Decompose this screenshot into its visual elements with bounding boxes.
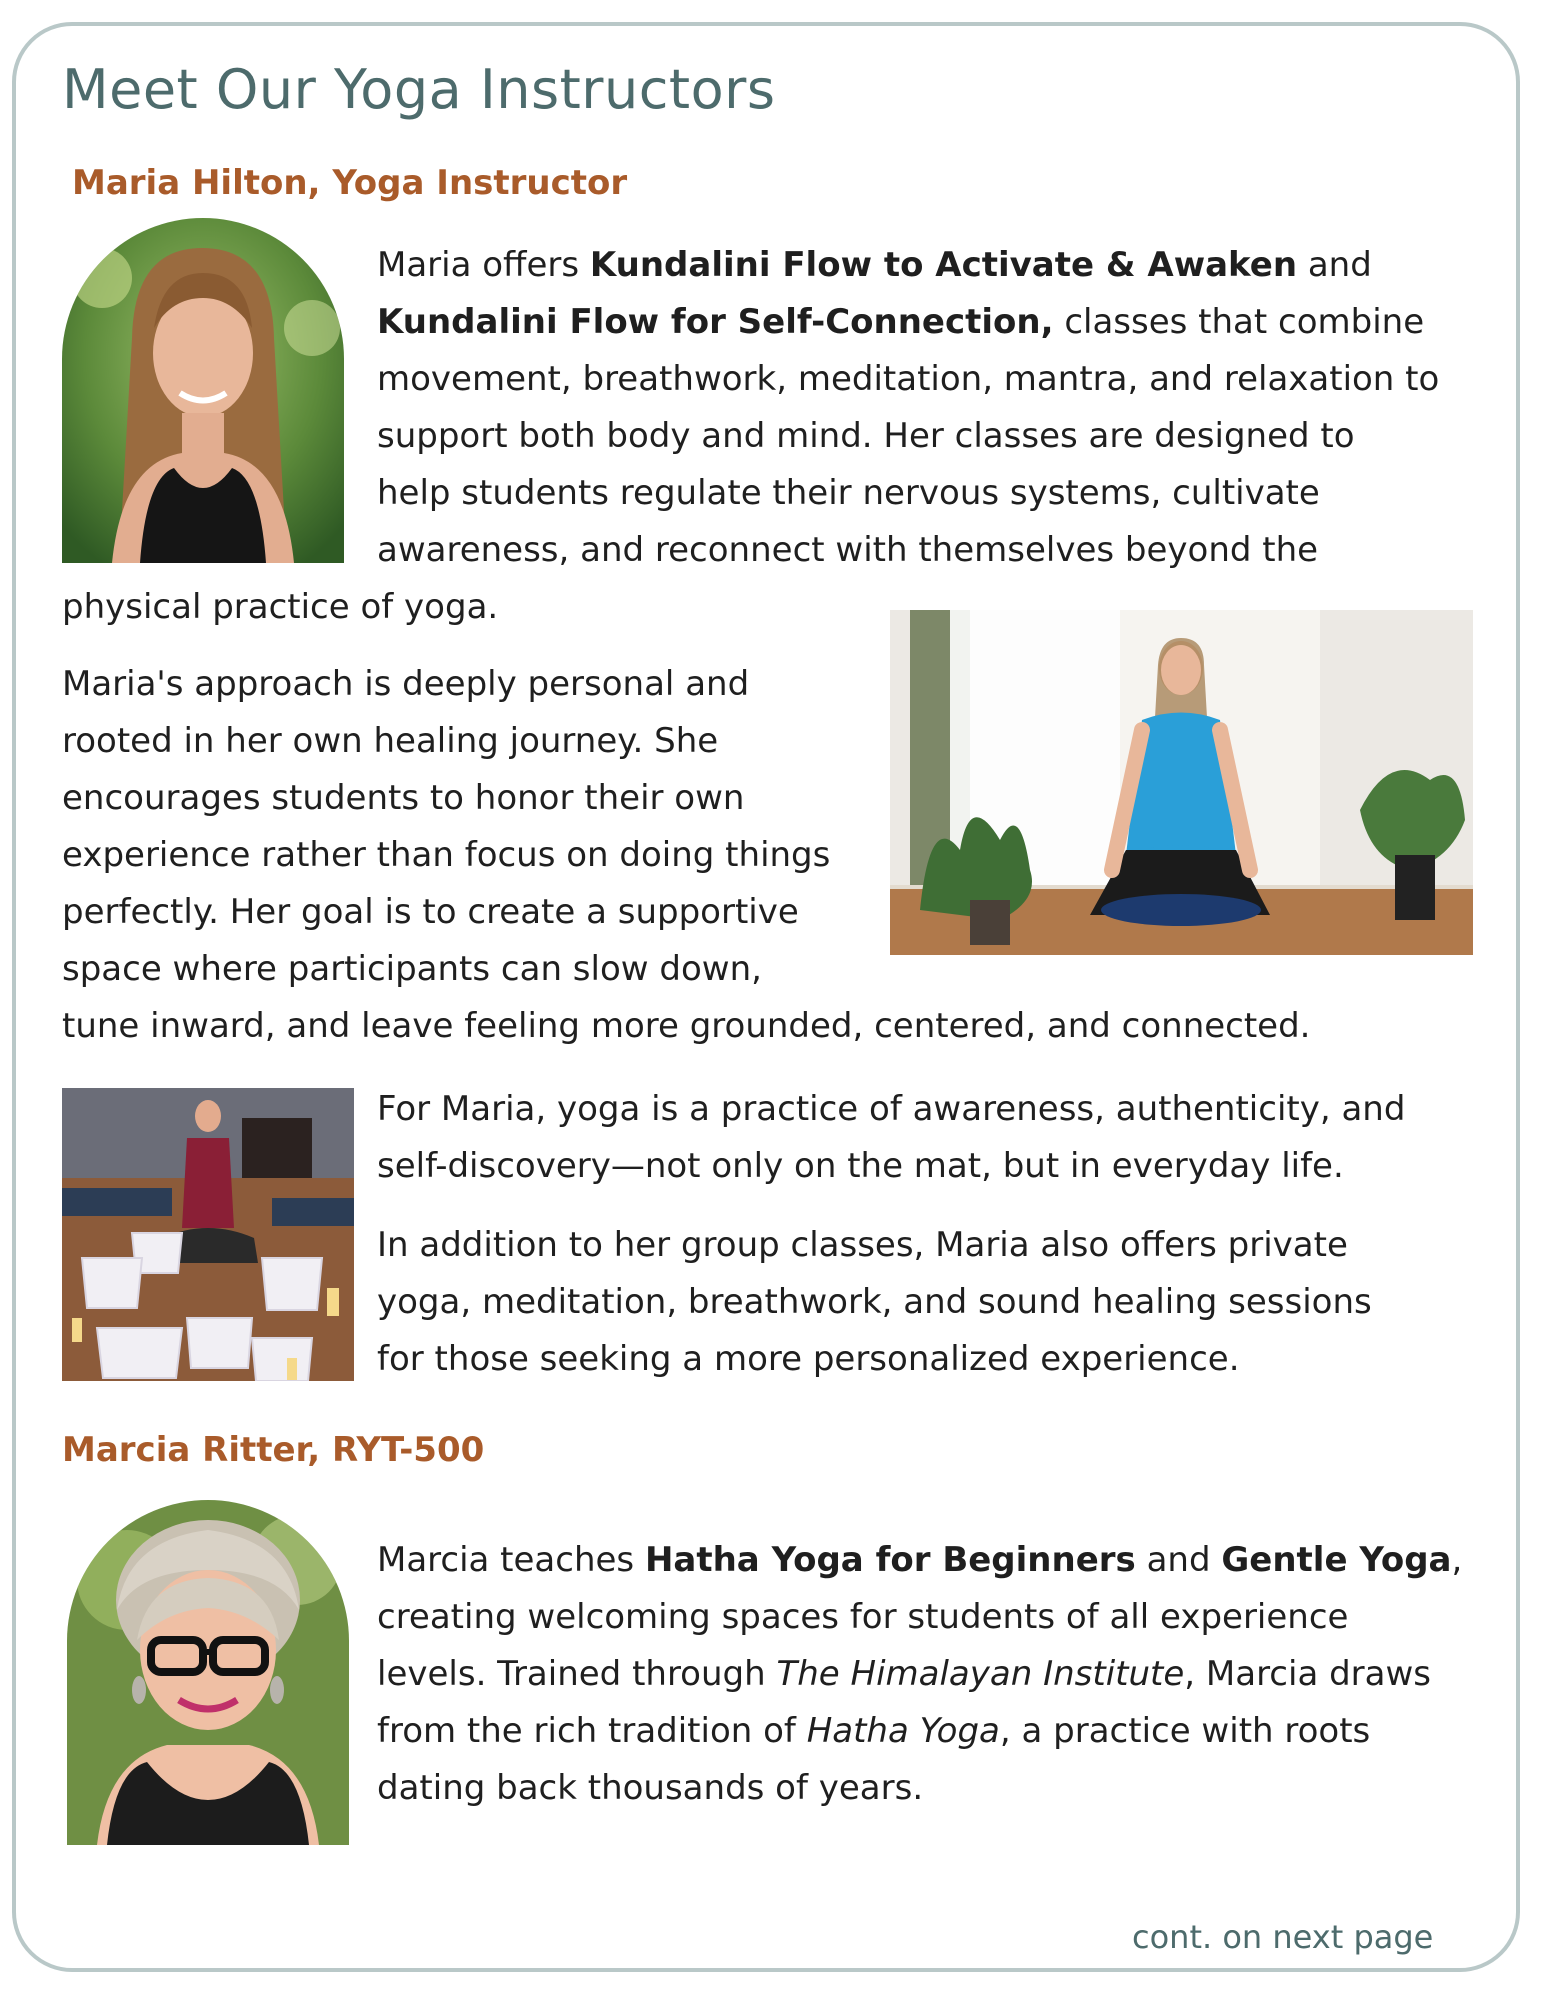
maria-p1-line-5: help students regulate their nervous systems, cultivate bbox=[377, 473, 1320, 513]
marcia-p1-line-4: from the rich tradition of Hatha Yoga, a practice with roots bbox=[377, 1711, 1371, 1751]
maria-p1-line-7: physical practice of yoga. bbox=[62, 587, 499, 627]
maria-p2-line-2: rooted in her own healing journey. She bbox=[62, 721, 719, 761]
maria-meditation-photo bbox=[890, 610, 1473, 955]
maria-p2-line-6: space where participants can slow down, bbox=[62, 949, 762, 989]
maria-p1-line-4: support both body and mind. Her classes are designed to bbox=[377, 416, 1355, 456]
maria-p1-line-2: Kundalini Flow for Self-Connection, classes that combine bbox=[377, 302, 1425, 342]
maria-p3-line-1: For Maria, yoga is a practice of awareness, authenticity, and bbox=[377, 1089, 1406, 1129]
maria-portrait-photo bbox=[62, 218, 344, 563]
maria-sound-bowls-photo bbox=[62, 1088, 354, 1381]
marcia-p1-line-3: levels. Trained through The Himalayan Institute, Marcia draws bbox=[377, 1654, 1431, 1694]
marcia-p1-line-5: dating back thousands of years. bbox=[377, 1768, 924, 1808]
continued-note: cont. on next page bbox=[1132, 1918, 1434, 1956]
page-title: Meet Our Yoga Instructors bbox=[62, 58, 776, 121]
maria-p2-line-7: tune inward, and leave feeling more grounded, centered, and connected. bbox=[62, 1006, 1311, 1046]
marcia-portrait-photo bbox=[67, 1500, 349, 1845]
maria-p4-line-3: for those seeking a more personalized experience. bbox=[377, 1339, 1240, 1379]
maria-p1-line-1: Maria offers Kundalini Flow to Activate & Awaken and bbox=[377, 245, 1372, 285]
maria-p2-line-1: Maria's approach is deeply personal and bbox=[62, 664, 750, 704]
maria-p4-line-2: yoga, meditation, breathwork, and sound healing sessions bbox=[377, 1282, 1372, 1322]
maria-p2-line-4: experience rather than focus on doing things bbox=[62, 835, 831, 875]
maria-p2-line-3: encourages students to honor their own bbox=[62, 778, 745, 818]
maria-p3-line-2: self-discovery—not only on the mat, but in everyday life. bbox=[377, 1146, 1344, 1186]
maria-p2-line-5: perfectly. Her goal is to create a supportive bbox=[62, 892, 799, 932]
instructor-name-marcia: Marcia Ritter, RYT-500 bbox=[62, 1430, 485, 1470]
marcia-p1-line-1: Marcia teaches Hatha Yoga for Beginners and Gentle Yoga, bbox=[377, 1540, 1463, 1580]
maria-p4-line-1: In addition to her group classes, Maria also offers private bbox=[377, 1225, 1348, 1265]
marcia-p1-line-2: creating welcoming spaces for students of all experience bbox=[377, 1597, 1349, 1637]
maria-p1-line-3: movement, breathwork, meditation, mantra, and relaxation to bbox=[377, 359, 1440, 399]
maria-p1-line-6: awareness, and reconnect with themselves beyond the bbox=[377, 530, 1319, 570]
instructor-name-maria: Maria Hilton, Yoga Instructor bbox=[72, 163, 628, 203]
